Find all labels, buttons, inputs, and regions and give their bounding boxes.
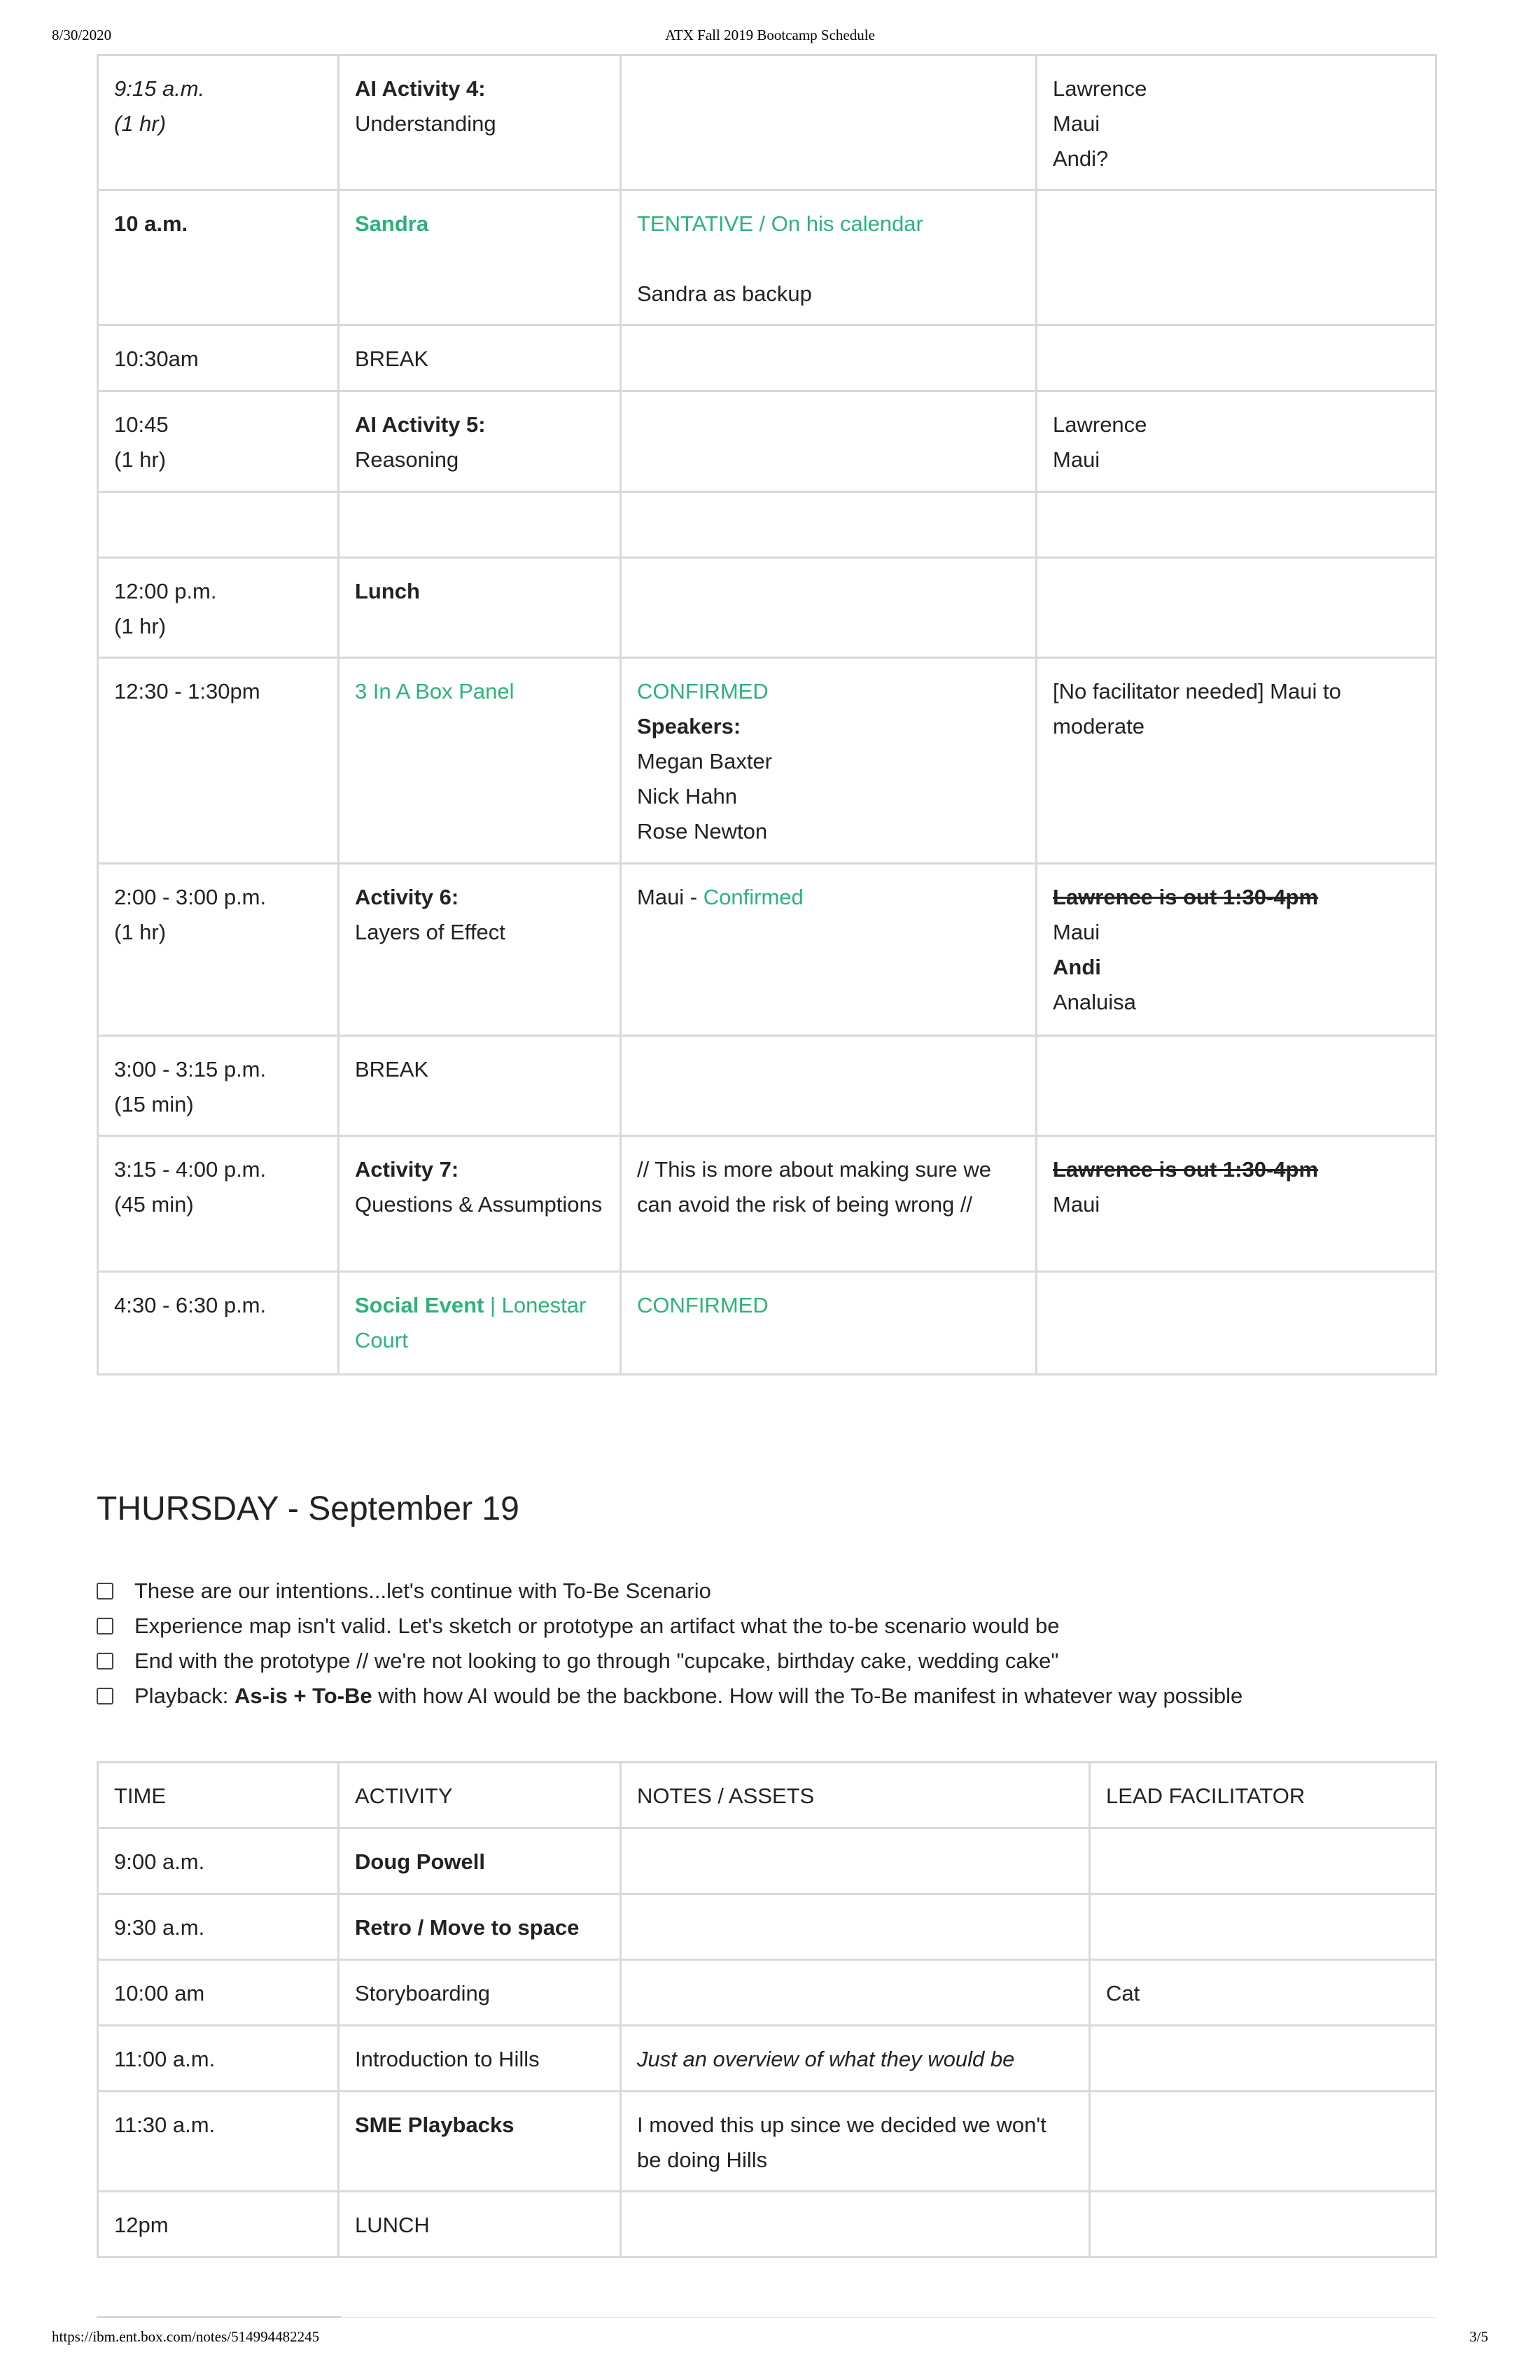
checkbox[interactable] [97,1618,113,1634]
lead-cell [1090,2026,1436,2092]
table-row [98,190,1436,326]
activity-cell: BREAK [339,326,621,391]
notes-cell [621,1894,1090,1960]
notes-cell: TENTATIVE / On his calendar Sandra as backup [621,190,1037,326]
notes-cell [621,2192,1090,2258]
facilitator-cell: Lawrence is out 1:30-4pm Maui Andi Analuisa [1037,864,1436,1036]
list-item: Playback: As-is + To-Be with how AI would be the backbone. How will the To-Be manifest in whatever way possible [97,1679,1242,1714]
page-url: https://ibm.ent.box.com/notes/514994482245 [52,2328,320,2345]
table-row [98,864,1436,1036]
table-row [98,55,1436,190]
activity-cell: Introduction to Hills [339,2026,621,2092]
table-row [98,1960,1436,2026]
notes-cell [621,1960,1090,2026]
activity-cell: AI Activity 5: Reasoning [339,391,621,492]
time-cell: 9:15 a.m. (1 hr) [98,55,339,190]
time-cell: 3:15 - 4:00 p.m. (45 min) [98,1136,339,1272]
time-cell: 10:00 am [98,1960,339,2026]
footer-divider-accent [97,2316,342,2318]
notes-cell: // This is more about making sure we can avoid the risk of being wrong // [621,1136,1037,1272]
time-cell: 9:00 a.m. [98,1828,339,1894]
notes-cell [621,55,1037,190]
table-row [98,558,1436,658]
time-cell: 10 a.m. [98,190,339,326]
table-row [98,1894,1436,1960]
lead-cell: Cat [1090,1960,1436,2026]
column-header: ACTIVITY [339,1763,621,1828]
wednesday-schedule-table [97,54,1437,1376]
table-row [98,1828,1436,1894]
facilitator-cell: Lawrence is out 1:30-4pm Maui [1037,1136,1436,1272]
activity-cell: SME Playbacks [339,2092,621,2192]
activity-cell: AI Activity 4: Understanding [339,55,621,190]
facilitator-cell: Lawrence Maui Andi? [1037,55,1436,190]
time-cell: 2:00 - 3:00 p.m. (1 hr) [98,864,339,1036]
time-cell: 4:30 - 6:30 p.m. [98,1272,339,1375]
time-cell: 12:30 - 1:30pm [98,658,339,864]
thursday-schedule-table [97,1761,1437,2258]
print-date: 8/30/2020 [52,27,112,43]
lead-cell [1090,1828,1436,1894]
facilitator-cell: Lawrence Maui [1037,391,1436,492]
column-header: TIME [98,1763,339,1828]
time-cell: 10:30am [98,326,339,391]
facilitator-cell [1037,558,1436,658]
time-cell: 12pm [98,2192,339,2258]
time-cell: 11:00 a.m. [98,2026,339,2092]
activity-cell: Retro / Move to space [339,1894,621,1960]
activity-cell: Lunch [339,558,621,658]
facilitator-cell [1037,326,1436,391]
status-text: CONFIRMED [637,679,769,704]
activity-cell: LUNCH [339,2192,621,2258]
table-row [98,2192,1436,2258]
facilitator-cell [1037,190,1436,326]
notes-cell [621,326,1037,391]
activity-cell: Storyboarding [339,1960,621,2026]
activity-cell: 3 In A Box Panel [339,658,621,864]
list-item: Experience map isn't valid. Let's sketch or prototype an artifact what the to-be scenario would be [97,1609,1242,1644]
column-header: LEAD FACILITATOR [1090,1763,1436,1828]
table-row [98,1272,1436,1375]
notes-cell: Just an overview of what they would be [621,2026,1090,2092]
table-row [98,1036,1436,1136]
table-header-row [98,1763,1436,1828]
notes-cell [621,558,1037,658]
table-row [98,1136,1436,1272]
lead-cell [1090,2192,1436,2258]
time-cell: 12:00 p.m. (1 hr) [98,558,339,658]
facilitator-cell [1037,1036,1436,1136]
time-cell: 10:45 (1 hr) [98,391,339,492]
struck-note: Lawrence is out 1:30-4pm [1053,885,1319,909]
notes-cell [621,1036,1037,1136]
day-heading: THURSDAY - September 19 [97,1490,519,1527]
activity-cell: Doug Powell [339,1828,621,1894]
lead-cell [1090,2092,1436,2192]
table-row [98,2026,1436,2092]
time-cell: 11:30 a.m. [98,2092,339,2192]
activity-cell: Sandra [339,190,621,326]
activity-cell: Activity 6: Layers of Effect [339,864,621,1036]
notes-cell: I moved this up since we decided we won't be doing Hills [621,2092,1090,2192]
list-item: These are our intentions...let's continue with To-Be Scenario [97,1574,1242,1609]
page-number: 3/5 [1469,2328,1488,2345]
notes-cell: CONFIRMED Speakers: Megan Baxter Nick Hahn Rose Newton [621,658,1037,864]
status-text: Confirmed [703,885,804,909]
facilitator-cell [1037,1272,1436,1375]
activity-cell: Social Event | Lonestar Court [339,1272,621,1375]
struck-note: Lawrence is out 1:30-4pm [1053,1157,1319,1182]
checkbox[interactable] [97,1688,113,1704]
table-row-empty [98,492,1436,558]
table-row [98,2092,1436,2192]
column-header: NOTES / ASSETS [621,1763,1090,1828]
notes-cell [621,1828,1090,1894]
time-cell: 9:30 a.m. [98,1894,339,1960]
time-cell: 3:00 - 3:15 p.m. (15 min) [98,1036,339,1136]
activity-cell: BREAK [339,1036,621,1136]
intentions-checklist [97,1574,1242,1714]
table-row [98,391,1436,492]
notes-cell [621,391,1037,492]
table-row [98,326,1436,391]
table-row [98,658,1436,864]
list-item: End with the prototype // we're not looking to go through "cupcake, birthday cake, wedding cake" [97,1644,1242,1679]
notes-cell: Maui - Confirmed [621,864,1037,1036]
checkbox[interactable] [97,1653,113,1670]
activity-cell: Activity 7: Questions & Assumptions [339,1136,621,1272]
lead-cell [1090,1894,1436,1960]
facilitator-cell: [No facilitator needed] Maui to moderate [1037,658,1436,864]
notes-cell: CONFIRMED [621,1272,1037,1375]
checkbox[interactable] [97,1583,113,1600]
print-title: ATX Fall 2019 Bootcamp Schedule [665,27,875,43]
status-text: TENTATIVE / On his calendar [637,211,923,236]
